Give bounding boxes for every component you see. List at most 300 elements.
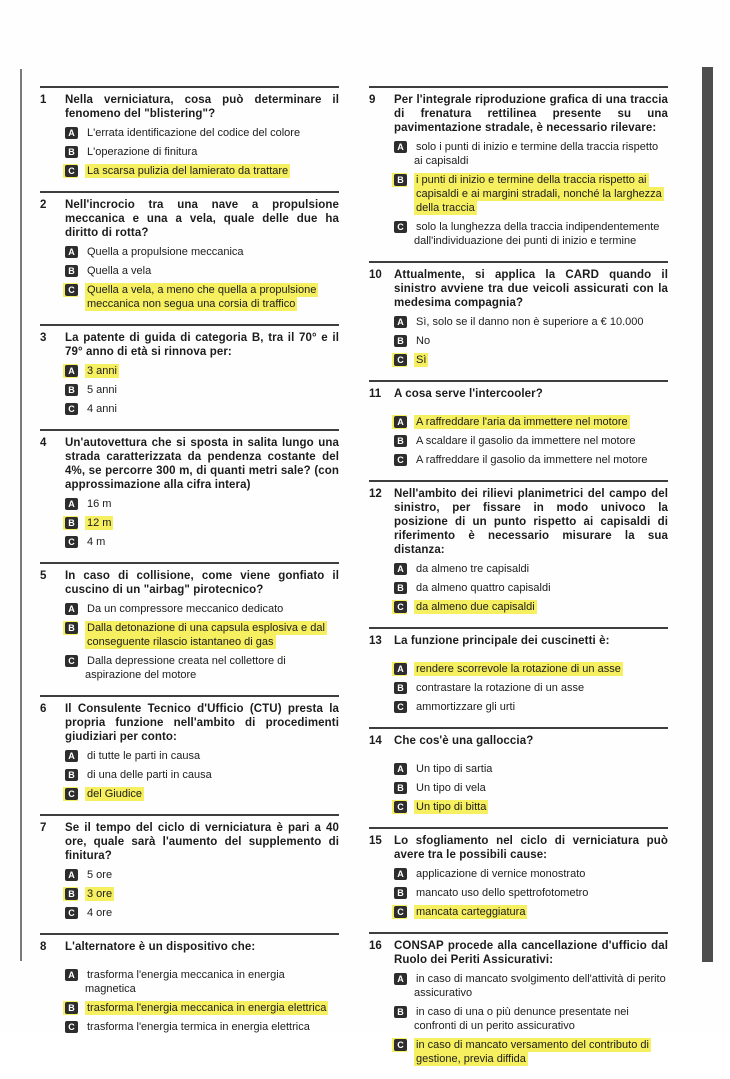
option-text bbox=[414, 220, 668, 248]
option-text bbox=[85, 126, 339, 140]
options-list bbox=[369, 140, 668, 248]
answer-option bbox=[65, 383, 339, 397]
option-letter: C bbox=[65, 536, 78, 548]
question-text: Se il tempo del ciclo di verniciatura è pari a 40 ore, quale sarà l'aumento del supplemento di finitura? bbox=[65, 822, 339, 862]
answer-option bbox=[394, 140, 668, 168]
option-letter: C bbox=[65, 403, 78, 415]
question-number: 10 bbox=[369, 269, 382, 281]
option-letter: B bbox=[394, 335, 407, 347]
question-block bbox=[369, 480, 668, 627]
question-block bbox=[369, 261, 668, 380]
option-text-content: 5 ore bbox=[87, 869, 113, 881]
answer-option bbox=[394, 353, 668, 367]
option-text-content: di tutte le parti in causa bbox=[87, 750, 201, 762]
option-text-content: 3 ore bbox=[87, 888, 113, 900]
option-text-content: 4 m bbox=[87, 536, 106, 548]
option-text bbox=[85, 364, 339, 378]
option-letter-badge bbox=[65, 621, 78, 635]
option-letter-badge bbox=[65, 768, 78, 782]
option-text bbox=[414, 781, 668, 795]
quiz-content bbox=[40, 86, 668, 1079]
option-text-content: solo la lunghezza della traccia indipendentemente dall'individuazione dei punti di inizio e termine bbox=[414, 221, 660, 247]
option-letter-badge bbox=[394, 353, 407, 367]
question-text: Nella verniciatura, cosa può determinare il fenomeno del "blistering"? bbox=[65, 94, 339, 120]
option-text bbox=[414, 434, 668, 448]
option-letter: A bbox=[65, 498, 78, 510]
option-text-content: Dalla depressione creata nel collettore di aspirazione del motore bbox=[85, 655, 286, 681]
question-header bbox=[369, 387, 668, 401]
option-letter: B bbox=[65, 888, 78, 900]
scanner-shadow-bar bbox=[702, 67, 713, 962]
option-letter-badge bbox=[394, 415, 407, 429]
answer-option bbox=[394, 972, 668, 1000]
option-letter: C bbox=[65, 284, 78, 296]
option-letter: B bbox=[65, 517, 78, 529]
column-left bbox=[40, 86, 339, 1079]
page-left-edge-line bbox=[20, 69, 22, 961]
question-number: 15 bbox=[369, 835, 382, 847]
option-text-content: trasforma l'energia meccanica in energia magnetica bbox=[85, 969, 285, 995]
option-text-content: 5 anni bbox=[87, 384, 117, 396]
answer-option bbox=[394, 886, 668, 900]
option-text-content: in caso di mancato versamento del contributo di gestione, previa diffida bbox=[416, 1039, 649, 1065]
question-header bbox=[40, 198, 339, 240]
option-text-content: Un tipo di sartia bbox=[416, 763, 493, 775]
question-number: 11 bbox=[369, 388, 382, 400]
question-text: La funzione principale dei cuscinetti è: bbox=[394, 635, 610, 647]
options-list bbox=[369, 972, 668, 1066]
option-letter: A bbox=[394, 973, 407, 985]
option-text-content: mancata carteggiatura bbox=[416, 906, 526, 918]
options-list bbox=[40, 749, 339, 801]
options-list bbox=[40, 968, 339, 1034]
question-block bbox=[40, 814, 339, 933]
option-text-content: No bbox=[416, 335, 431, 347]
option-text-content: del Giudice bbox=[87, 788, 143, 800]
option-letter: B bbox=[65, 384, 78, 396]
option-letter: A bbox=[65, 365, 78, 377]
options-list bbox=[40, 245, 339, 311]
option-letter-badge bbox=[65, 654, 78, 668]
option-letter: C bbox=[394, 221, 407, 233]
option-text-content: 12 m bbox=[87, 517, 112, 529]
question-block bbox=[369, 627, 668, 727]
answer-option bbox=[65, 126, 339, 140]
option-letter-badge bbox=[394, 972, 407, 986]
option-text bbox=[85, 749, 339, 763]
question-text: CONSAP procede alla cancellazione d'ufficio dal Ruolo dei Periti Assicurativi: bbox=[394, 940, 668, 966]
option-text-content: da almeno tre capisaldi bbox=[416, 563, 530, 575]
options-list bbox=[40, 497, 339, 549]
option-letter: B bbox=[394, 174, 407, 186]
option-letter-badge bbox=[65, 868, 78, 882]
option-text bbox=[414, 762, 668, 776]
option-letter-badge bbox=[65, 383, 78, 397]
option-text bbox=[85, 164, 339, 178]
option-letter: B bbox=[65, 1002, 78, 1014]
option-text bbox=[85, 283, 339, 311]
option-letter: B bbox=[394, 582, 407, 594]
answer-option bbox=[394, 415, 668, 429]
option-letter-badge bbox=[394, 453, 407, 467]
option-letter: A bbox=[65, 246, 78, 258]
question-header bbox=[369, 487, 668, 557]
option-text bbox=[85, 497, 339, 511]
option-letter: B bbox=[65, 146, 78, 158]
option-text-content: A raffreddare l'aria da immettere nel motore bbox=[416, 416, 628, 428]
option-letter-badge bbox=[394, 140, 407, 154]
answer-option bbox=[394, 600, 668, 614]
question-text: Nell'ambito dei rilievi planimetrici del campo del sinistro, per fissare in modo univoco la posizione di un punto rispetto ai capisaldi di riferimento è necessario misurare la sua distanza: bbox=[394, 488, 668, 556]
option-letter: B bbox=[394, 435, 407, 447]
question-text: La patente di guida di categoria B, tra il 70° e il 79° anno di età si rinnova per: bbox=[65, 332, 339, 358]
question-header bbox=[369, 93, 668, 135]
option-text bbox=[414, 140, 668, 168]
option-text-content: Sì, solo se il danno non è superiore a € 10.000 bbox=[416, 316, 644, 328]
option-text bbox=[414, 905, 668, 919]
question-block bbox=[369, 727, 668, 827]
option-text bbox=[85, 264, 339, 278]
question-number: 12 bbox=[369, 488, 382, 500]
answer-option bbox=[65, 968, 339, 996]
answer-option bbox=[65, 364, 339, 378]
option-letter: C bbox=[394, 354, 407, 366]
option-text-content: Dalla detonazione di una capsula esplosiva e dal conseguente rilascio istantaneo di gas bbox=[87, 622, 325, 648]
question-text: Il Consulente Tecnico d'Ufficio (CTU) presta la propria funzione nell'ambito di procedimenti giudiziari per conto: bbox=[65, 703, 339, 743]
option-letter-badge bbox=[394, 662, 407, 676]
question-header bbox=[369, 834, 668, 862]
options-list bbox=[369, 562, 668, 614]
option-text bbox=[414, 453, 668, 467]
option-text bbox=[414, 700, 668, 714]
question-block bbox=[40, 86, 339, 191]
answer-option bbox=[394, 334, 668, 348]
question-number: 13 bbox=[369, 635, 382, 647]
answer-option bbox=[65, 497, 339, 511]
option-text-content: Sì bbox=[416, 354, 427, 366]
option-letter-badge bbox=[394, 600, 407, 614]
answer-option bbox=[394, 173, 668, 215]
option-letter: A bbox=[394, 316, 407, 328]
options-list bbox=[369, 762, 668, 814]
option-text bbox=[85, 621, 339, 649]
option-text bbox=[85, 535, 339, 549]
option-text bbox=[414, 600, 668, 614]
option-text bbox=[414, 315, 668, 329]
option-letter: C bbox=[394, 906, 407, 918]
option-text-content: Quella a vela, a meno che quella a propulsione meccanica non segua una corsia di traffico bbox=[87, 284, 317, 310]
option-text-content: 16 m bbox=[87, 498, 112, 510]
option-letter: C bbox=[65, 165, 78, 177]
answer-option bbox=[65, 516, 339, 530]
option-text bbox=[85, 245, 339, 259]
question-number: 3 bbox=[40, 332, 47, 344]
option-text bbox=[85, 887, 339, 901]
answer-option bbox=[394, 800, 668, 814]
option-text bbox=[414, 581, 668, 595]
option-letter-badge bbox=[394, 886, 407, 900]
question-block bbox=[40, 695, 339, 814]
question-header bbox=[369, 268, 668, 310]
question-block bbox=[40, 191, 339, 324]
option-text-content: La scarsa pulizia del lamierato da trattare bbox=[87, 165, 289, 177]
option-letter-badge bbox=[65, 516, 78, 530]
question-number: 1 bbox=[40, 94, 47, 106]
option-text bbox=[85, 402, 339, 416]
option-letter-badge bbox=[65, 283, 78, 297]
option-text bbox=[414, 1005, 668, 1033]
options-list bbox=[369, 315, 668, 367]
option-letter: B bbox=[65, 622, 78, 634]
question-header bbox=[369, 734, 668, 748]
question-number: 9 bbox=[369, 94, 376, 106]
option-text bbox=[414, 886, 668, 900]
option-letter-badge bbox=[65, 787, 78, 801]
option-letter: A bbox=[65, 750, 78, 762]
option-letter: C bbox=[394, 454, 407, 466]
question-text: Lo sfogliamento nel ciclo di verniciatura può avere tra le possibili cause: bbox=[394, 835, 668, 861]
option-letter-badge bbox=[65, 145, 78, 159]
option-letter-badge bbox=[394, 173, 407, 187]
option-text-content: Quella a propulsione meccanica bbox=[87, 246, 244, 258]
option-text bbox=[85, 654, 339, 682]
answer-option bbox=[65, 787, 339, 801]
options-list bbox=[40, 868, 339, 920]
option-text-content: di una delle parti in causa bbox=[87, 769, 212, 781]
option-letter-badge bbox=[65, 364, 78, 378]
option-text bbox=[85, 145, 339, 159]
option-letter-badge bbox=[394, 220, 407, 234]
option-letter-badge bbox=[65, 535, 78, 549]
question-block bbox=[40, 429, 339, 562]
option-letter-badge bbox=[65, 968, 78, 982]
question-header bbox=[369, 939, 668, 967]
option-letter: A bbox=[394, 663, 407, 675]
option-letter-badge bbox=[394, 681, 407, 695]
option-text bbox=[414, 681, 668, 695]
question-block bbox=[369, 86, 668, 261]
option-letter: A bbox=[394, 868, 407, 880]
option-text bbox=[414, 662, 668, 676]
option-text-content: trasforma l'energia termica in energia elettrica bbox=[87, 1021, 310, 1033]
option-text bbox=[414, 972, 668, 1000]
question-block bbox=[369, 380, 668, 480]
option-letter-badge bbox=[394, 781, 407, 795]
option-text bbox=[414, 415, 668, 429]
answer-option bbox=[65, 283, 339, 311]
option-text-content: solo i punti di inizio e termine della traccia rispetto ai capisaldi bbox=[414, 141, 659, 167]
option-letter-badge bbox=[394, 1005, 407, 1019]
option-letter: C bbox=[65, 1021, 78, 1033]
option-letter: A bbox=[394, 141, 407, 153]
answer-option bbox=[394, 700, 668, 714]
option-letter: A bbox=[394, 763, 407, 775]
option-letter-badge bbox=[394, 800, 407, 814]
option-letter: B bbox=[394, 887, 407, 899]
option-letter-badge bbox=[394, 867, 407, 881]
question-header bbox=[40, 93, 339, 121]
option-text-content: 4 anni bbox=[87, 403, 117, 415]
answer-option bbox=[65, 264, 339, 278]
option-letter: C bbox=[394, 701, 407, 713]
option-letter-badge bbox=[65, 402, 78, 416]
option-text-content: Un tipo di bitta bbox=[416, 801, 487, 813]
option-letter: C bbox=[394, 1039, 407, 1051]
option-text bbox=[414, 1038, 668, 1066]
option-letter: B bbox=[65, 265, 78, 277]
option-text-content: L'operazione di finitura bbox=[87, 146, 198, 158]
answer-option bbox=[65, 602, 339, 616]
option-text bbox=[414, 334, 668, 348]
option-letter-badge bbox=[65, 264, 78, 278]
option-letter: A bbox=[65, 603, 78, 615]
option-text-content: da almeno quattro capisaldi bbox=[416, 582, 551, 594]
option-letter-badge bbox=[65, 602, 78, 616]
options-list bbox=[369, 415, 668, 467]
answer-option bbox=[65, 749, 339, 763]
option-text-content: contrastare la rotazione di un asse bbox=[416, 682, 585, 694]
column-right bbox=[369, 86, 668, 1079]
question-header bbox=[369, 634, 668, 648]
option-letter: A bbox=[394, 563, 407, 575]
options-list bbox=[40, 126, 339, 178]
question-block bbox=[40, 562, 339, 695]
answer-option bbox=[65, 164, 339, 178]
option-letter: C bbox=[65, 907, 78, 919]
question-number: 2 bbox=[40, 199, 47, 211]
options-list bbox=[369, 662, 668, 714]
answer-option bbox=[65, 535, 339, 549]
answer-option bbox=[394, 434, 668, 448]
question-header bbox=[40, 821, 339, 863]
option-letter: A bbox=[65, 869, 78, 881]
option-letter: B bbox=[394, 1006, 407, 1018]
option-letter: B bbox=[65, 769, 78, 781]
option-letter: A bbox=[65, 127, 78, 139]
option-letter-badge bbox=[394, 700, 407, 714]
answer-option bbox=[65, 906, 339, 920]
answer-option bbox=[65, 402, 339, 416]
question-text: Nell'incrocio tra una nave a propulsione meccanica e una a vela, quale delle due ha diritto di rotta? bbox=[65, 199, 339, 239]
option-letter-badge bbox=[394, 905, 407, 919]
question-block bbox=[369, 932, 668, 1079]
question-block bbox=[369, 827, 668, 932]
option-letter-badge bbox=[394, 315, 407, 329]
question-text: In caso di collisione, come viene gonfiato il cuscino di un "airbag" pirotecnico? bbox=[65, 570, 339, 596]
answer-option bbox=[394, 562, 668, 576]
question-header bbox=[40, 331, 339, 359]
option-text bbox=[414, 867, 668, 881]
answer-option bbox=[394, 662, 668, 676]
option-letter-badge bbox=[65, 497, 78, 511]
option-letter: A bbox=[394, 416, 407, 428]
option-letter-badge bbox=[394, 334, 407, 348]
option-text bbox=[85, 787, 339, 801]
answer-option bbox=[65, 887, 339, 901]
answer-option bbox=[65, 768, 339, 782]
option-text bbox=[414, 173, 668, 215]
answer-option bbox=[394, 762, 668, 776]
option-text-content: A raffreddare il gasolio da immettere nel motore bbox=[416, 454, 648, 466]
answer-option bbox=[394, 867, 668, 881]
option-text-content: i punti di inizio e termine della traccia rispetto ai capisaldi e ai margini stradali, nonché la larghezza della traccia bbox=[416, 174, 662, 214]
option-text-content: da almeno due capisaldi bbox=[416, 601, 535, 613]
option-letter-badge bbox=[394, 1038, 407, 1052]
question-text: Attualmente, si applica la CARD quando il sinistro avviene tra due veicoli assicurati con la medesima compagnia? bbox=[394, 269, 668, 309]
answer-option bbox=[65, 621, 339, 649]
answer-option bbox=[394, 1038, 668, 1066]
question-header bbox=[40, 569, 339, 597]
option-letter: C bbox=[65, 655, 78, 667]
option-text-content: mancato uso dello spettrofotometro bbox=[416, 887, 589, 899]
option-text bbox=[85, 383, 339, 397]
option-letter: B bbox=[394, 682, 407, 694]
option-letter-badge bbox=[394, 562, 407, 576]
question-text: Per l'integrale riproduzione grafica di una traccia di frenatura rettilinea presente su una pavimentazione stradale, è necessario rilevare: bbox=[394, 94, 668, 134]
question-text: Un'autovettura che si sposta in salita lungo una strada caratterizzata da pendenza costante del 4%, se percorre 300 m, di quanti metri sale? (con approssimazione alla cifra intera) bbox=[65, 437, 339, 491]
option-text-content: Un tipo di vela bbox=[416, 782, 486, 794]
option-letter: C bbox=[65, 788, 78, 800]
question-text: L'alternatore è un dispositivo che: bbox=[65, 941, 256, 953]
question-number: 14 bbox=[369, 735, 382, 747]
question-text: Che cos'è una galloccia? bbox=[394, 735, 534, 747]
option-text-content: A scaldare il gasolio da immettere nel motore bbox=[416, 435, 636, 447]
option-text bbox=[85, 868, 339, 882]
option-text-content: Da un compressore meccanico dedicato bbox=[87, 603, 284, 615]
question-block bbox=[40, 324, 339, 429]
option-letter-badge bbox=[394, 434, 407, 448]
option-text bbox=[85, 516, 339, 530]
question-number: 6 bbox=[40, 703, 47, 715]
option-letter-badge bbox=[394, 762, 407, 776]
answer-option bbox=[394, 781, 668, 795]
option-text-content: in caso di mancato svolgimento dell'attività di perito assicurativo bbox=[414, 973, 666, 999]
answer-option bbox=[394, 681, 668, 695]
option-text bbox=[85, 968, 339, 996]
option-text-content: applicazione di vernice monostrato bbox=[416, 868, 586, 880]
option-letter-badge bbox=[65, 245, 78, 259]
answer-option bbox=[394, 581, 668, 595]
option-letter-badge bbox=[394, 581, 407, 595]
option-text bbox=[85, 768, 339, 782]
option-text bbox=[414, 353, 668, 367]
answer-option bbox=[65, 654, 339, 682]
option-letter: A bbox=[65, 969, 78, 981]
option-letter: B bbox=[394, 782, 407, 794]
answer-option bbox=[394, 453, 668, 467]
answer-option bbox=[65, 868, 339, 882]
option-letter: C bbox=[394, 801, 407, 813]
answer-option bbox=[65, 245, 339, 259]
option-text bbox=[85, 1001, 339, 1015]
option-text-content: Quella a vela bbox=[87, 265, 152, 277]
question-header bbox=[40, 702, 339, 744]
option-text-content: rendere scorrevole la rotazione di un asse bbox=[416, 663, 621, 675]
question-number: 7 bbox=[40, 822, 47, 834]
option-text bbox=[414, 800, 668, 814]
answer-option bbox=[65, 145, 339, 159]
option-letter-badge bbox=[65, 749, 78, 763]
option-text-content: trasforma l'energia meccanica in energia elettrica bbox=[87, 1002, 327, 1014]
question-header bbox=[40, 436, 339, 492]
options-list bbox=[369, 867, 668, 919]
option-letter-badge bbox=[65, 887, 78, 901]
option-text-content: in caso di una o più denunce presentate nei confronti di un perito assicurativo bbox=[414, 1006, 629, 1032]
question-number: 4 bbox=[40, 437, 47, 449]
question-number: 8 bbox=[40, 941, 47, 953]
option-text-content: 4 ore bbox=[87, 907, 113, 919]
answer-option bbox=[394, 315, 668, 329]
